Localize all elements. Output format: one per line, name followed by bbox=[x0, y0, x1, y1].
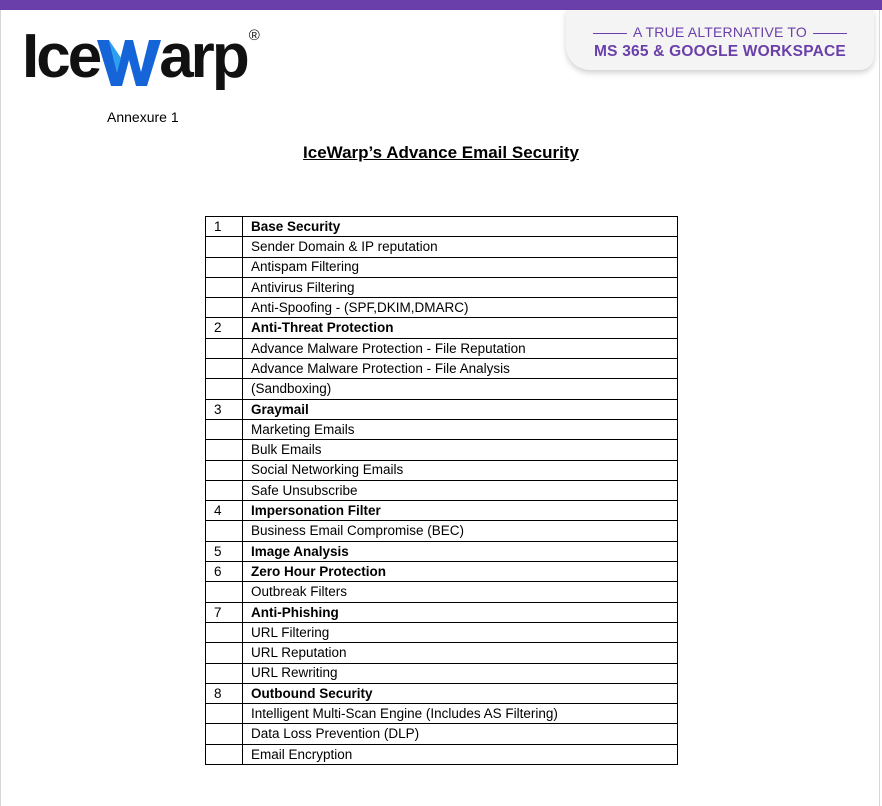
security-features-table bbox=[205, 216, 678, 765]
table-row bbox=[206, 338, 678, 358]
table-row bbox=[206, 480, 678, 500]
tagline-bottom: MS 365 & GOOGLE WORKSPACE bbox=[594, 43, 846, 60]
table-section-row bbox=[206, 217, 678, 237]
table-row bbox=[206, 744, 678, 764]
feature-label: URL Filtering bbox=[243, 622, 678, 642]
row-number bbox=[206, 663, 243, 683]
row-number bbox=[206, 359, 243, 379]
table-row bbox=[206, 440, 678, 460]
table-section-row bbox=[206, 399, 678, 419]
feature-label: Sender Domain & IP reputation bbox=[243, 237, 678, 257]
row-number: 7 bbox=[206, 602, 243, 622]
table-section-row bbox=[206, 683, 678, 703]
document-title: IceWarp’s Advance Email Security bbox=[303, 143, 579, 162]
row-number: 1 bbox=[206, 217, 243, 237]
feature-label: Email Encryption bbox=[243, 744, 678, 764]
section-heading: Base Security bbox=[243, 217, 678, 237]
table-row bbox=[206, 237, 678, 257]
table-row bbox=[206, 521, 678, 541]
feature-label: Antivirus Filtering bbox=[243, 277, 678, 297]
row-number bbox=[206, 379, 243, 399]
row-number bbox=[206, 440, 243, 460]
annexure-label: Annexure 1 bbox=[107, 109, 179, 125]
row-number bbox=[206, 460, 243, 480]
section-heading: Image Analysis bbox=[243, 541, 678, 561]
row-number bbox=[206, 419, 243, 439]
row-number bbox=[206, 521, 243, 541]
tagline-badge bbox=[566, 10, 874, 70]
feature-label: Advance Malware Protection - File Reputation bbox=[243, 338, 678, 358]
section-heading: Graymail bbox=[243, 399, 678, 419]
tagline-top bbox=[566, 24, 874, 40]
icewarp-logo bbox=[22, 16, 260, 91]
table-row bbox=[206, 419, 678, 439]
row-number bbox=[206, 643, 243, 663]
section-heading: Anti-Threat Protection bbox=[243, 318, 678, 338]
table-row bbox=[206, 379, 678, 399]
row-number bbox=[206, 277, 243, 297]
section-heading: Outbound Security bbox=[243, 683, 678, 703]
table-row bbox=[206, 460, 678, 480]
section-heading: Zero Hour Protection bbox=[243, 562, 678, 582]
table-row bbox=[206, 704, 678, 724]
feature-label: Antispam Filtering bbox=[243, 257, 678, 277]
feature-label: Business Email Compromise (BEC) bbox=[243, 521, 678, 541]
row-number bbox=[206, 237, 243, 257]
row-number bbox=[206, 338, 243, 358]
feature-label: URL Reputation bbox=[243, 643, 678, 663]
table-section-row bbox=[206, 602, 678, 622]
row-number bbox=[206, 298, 243, 318]
table-row bbox=[206, 257, 678, 277]
row-number bbox=[206, 744, 243, 764]
row-number: 4 bbox=[206, 501, 243, 521]
feature-label: Data Loss Prevention (DLP) bbox=[243, 724, 678, 744]
feature-label: Outbreak Filters bbox=[243, 582, 678, 602]
feature-label: Intelligent Multi-Scan Engine (Includes AS Filtering) bbox=[243, 704, 678, 724]
feature-label: (Sandboxing) bbox=[243, 379, 678, 399]
table-section-row bbox=[206, 318, 678, 338]
table-section-row bbox=[206, 562, 678, 582]
feature-label: Safe Unsubscribe bbox=[243, 480, 678, 500]
row-number bbox=[206, 480, 243, 500]
logo-text-left: Ice bbox=[22, 22, 100, 91]
row-number: 6 bbox=[206, 562, 243, 582]
row-number: 3 bbox=[206, 399, 243, 419]
table-row bbox=[206, 298, 678, 318]
feature-label: Anti-Spoofing - (SPF,DKIM,DMARC) bbox=[243, 298, 678, 318]
row-number bbox=[206, 724, 243, 744]
logo-text-right: arp bbox=[159, 22, 247, 91]
tagline-dash-right bbox=[813, 33, 847, 34]
tagline-top-text: A TRUE ALTERNATIVE TO bbox=[632, 24, 808, 40]
row-number bbox=[206, 704, 243, 724]
feature-label: Bulk Emails bbox=[243, 440, 678, 460]
table-row bbox=[206, 359, 678, 379]
feature-label: Social Networking Emails bbox=[243, 460, 678, 480]
table-row bbox=[206, 643, 678, 663]
logo-w-mark-icon bbox=[97, 36, 161, 88]
row-number bbox=[206, 622, 243, 642]
table-row bbox=[206, 582, 678, 602]
table-section-row bbox=[206, 541, 678, 561]
row-number bbox=[206, 582, 243, 602]
table-row bbox=[206, 622, 678, 642]
table-row bbox=[206, 277, 678, 297]
feature-label: URL Rewriting bbox=[243, 663, 678, 683]
table-row bbox=[206, 724, 678, 744]
row-number: 8 bbox=[206, 683, 243, 703]
feature-label: Marketing Emails bbox=[243, 419, 678, 439]
top-accent-bar bbox=[0, 0, 882, 10]
row-number bbox=[206, 257, 243, 277]
row-number: 2 bbox=[206, 318, 243, 338]
table-section-row bbox=[206, 501, 678, 521]
registered-mark: ® bbox=[248, 27, 260, 44]
section-heading: Anti-Phishing bbox=[243, 602, 678, 622]
row-number: 5 bbox=[206, 541, 243, 561]
table-row bbox=[206, 663, 678, 683]
feature-label: Advance Malware Protection - File Analysis bbox=[243, 359, 678, 379]
tagline-dash-left bbox=[593, 33, 627, 34]
section-heading: Impersonation Filter bbox=[243, 501, 678, 521]
